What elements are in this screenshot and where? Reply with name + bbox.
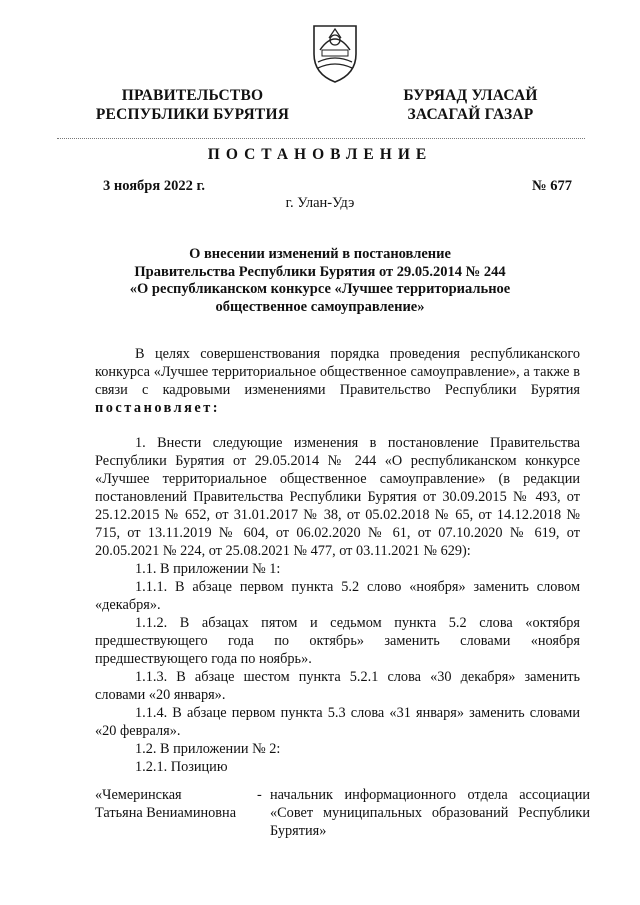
- paragraph-1-1-3: 1.1.3. В абзаце шестом пункта 5.2.1 слова «30 декабря» заменить словами «20 января».: [95, 669, 580, 703]
- paragraph-1-1-1: 1.1.1. В абзаце первом пункта 5.2 слово «ноября» заменить словом «декабря».: [95, 579, 580, 613]
- person-name: [95, 786, 260, 822]
- subject-line1: О внесении изменений в постановление: [189, 246, 451, 262]
- person-dash: -: [257, 787, 262, 803]
- paragraph-1-2-1: 1.2.1. Позицию: [135, 759, 228, 775]
- person-name-line2: Татьяна Вениаминовна: [95, 805, 237, 821]
- preamble-paragraph: [95, 345, 580, 417]
- document-number: № 677: [532, 178, 572, 194]
- person-position: начальник информационного отдела ассоциации «Совет муниципальных образований Республики Бурятия»: [270, 787, 590, 839]
- document-body: [95, 345, 580, 776]
- document-date: 3 ноября 2022 г.: [103, 178, 206, 194]
- gov-left-line2: РЕСПУБЛИКИ БУРЯТИЯ: [95, 106, 290, 123]
- document-city: г. Улан-Удэ: [285, 195, 355, 211]
- paragraph-1-1-4: 1.1.4. В абзаце первом пункта 5.3 слова «31 января» заменить словами «20 февраля».: [95, 705, 580, 739]
- person-name-line1: «Чемеринская: [95, 787, 182, 803]
- government-name-russian: [80, 86, 305, 124]
- government-name-buryat: [383, 86, 558, 124]
- document-subject: [110, 246, 530, 316]
- subject-line4: общественное самоуправление»: [215, 298, 425, 315]
- header-separator: [57, 138, 585, 139]
- gov-left-line1: ПРАВИТЕЛЬСТВО: [121, 87, 264, 104]
- coat-of-arms-icon: [310, 20, 360, 84]
- paragraph-1: 1. Внести следующие изменения в постановление Правительства Республики Бурятия от 29.05.2014 № 244 «О республиканском конкурсе «Лучшее территориальное общественное самоуправление» (в редакции постановлений Правительства Республики Бурятия от 30.09.2015 № 493, от 25.12.2015 № 652, от 31.01.2017 № 38, от 05.02.2018 № 65, от 14.12.2018 № 715, от 13.11.2019 № 604, от 06.02.2020 № 61, от 07.10.2020 № 619, от 20.05.2021 № 224, от 25.08.2021 № 477, от 03.11.2021 № 629):: [95, 435, 580, 559]
- decree-word: постановляет:: [95, 400, 221, 416]
- gov-right-line2: ЗАСАГАЙ ГАЗАР: [407, 106, 534, 123]
- subject-line3: «О республиканском конкурсе «Лучшее территориальное: [129, 281, 511, 297]
- paragraph-1-1-2: 1.1.2. В абзацах пятом и седьмом пункта 5.2 слова «октября предшествующего года по октябрь» заменить словами «ноября предшествующего года по ноябрь».: [95, 615, 580, 667]
- paragraph-1-1: 1.1. В приложении № 1:: [135, 561, 281, 577]
- gov-right-line1: БУРЯАД УЛАСАЙ: [403, 87, 538, 104]
- subject-line2: Правительства Республики Бурятия от 29.05.2014 № 244: [134, 263, 506, 280]
- document-type: ПОСТАНОВЛЕНИЕ: [207, 146, 433, 163]
- preamble-text: В целях совершенствования порядка проведения республиканского конкурса «Лучшее территориальное общественное самоуправление», а также в связи с кадровыми изменениями Правительство Республики Бурятия: [95, 346, 580, 398]
- paragraph-1-2: 1.2. В приложении № 2:: [135, 741, 281, 757]
